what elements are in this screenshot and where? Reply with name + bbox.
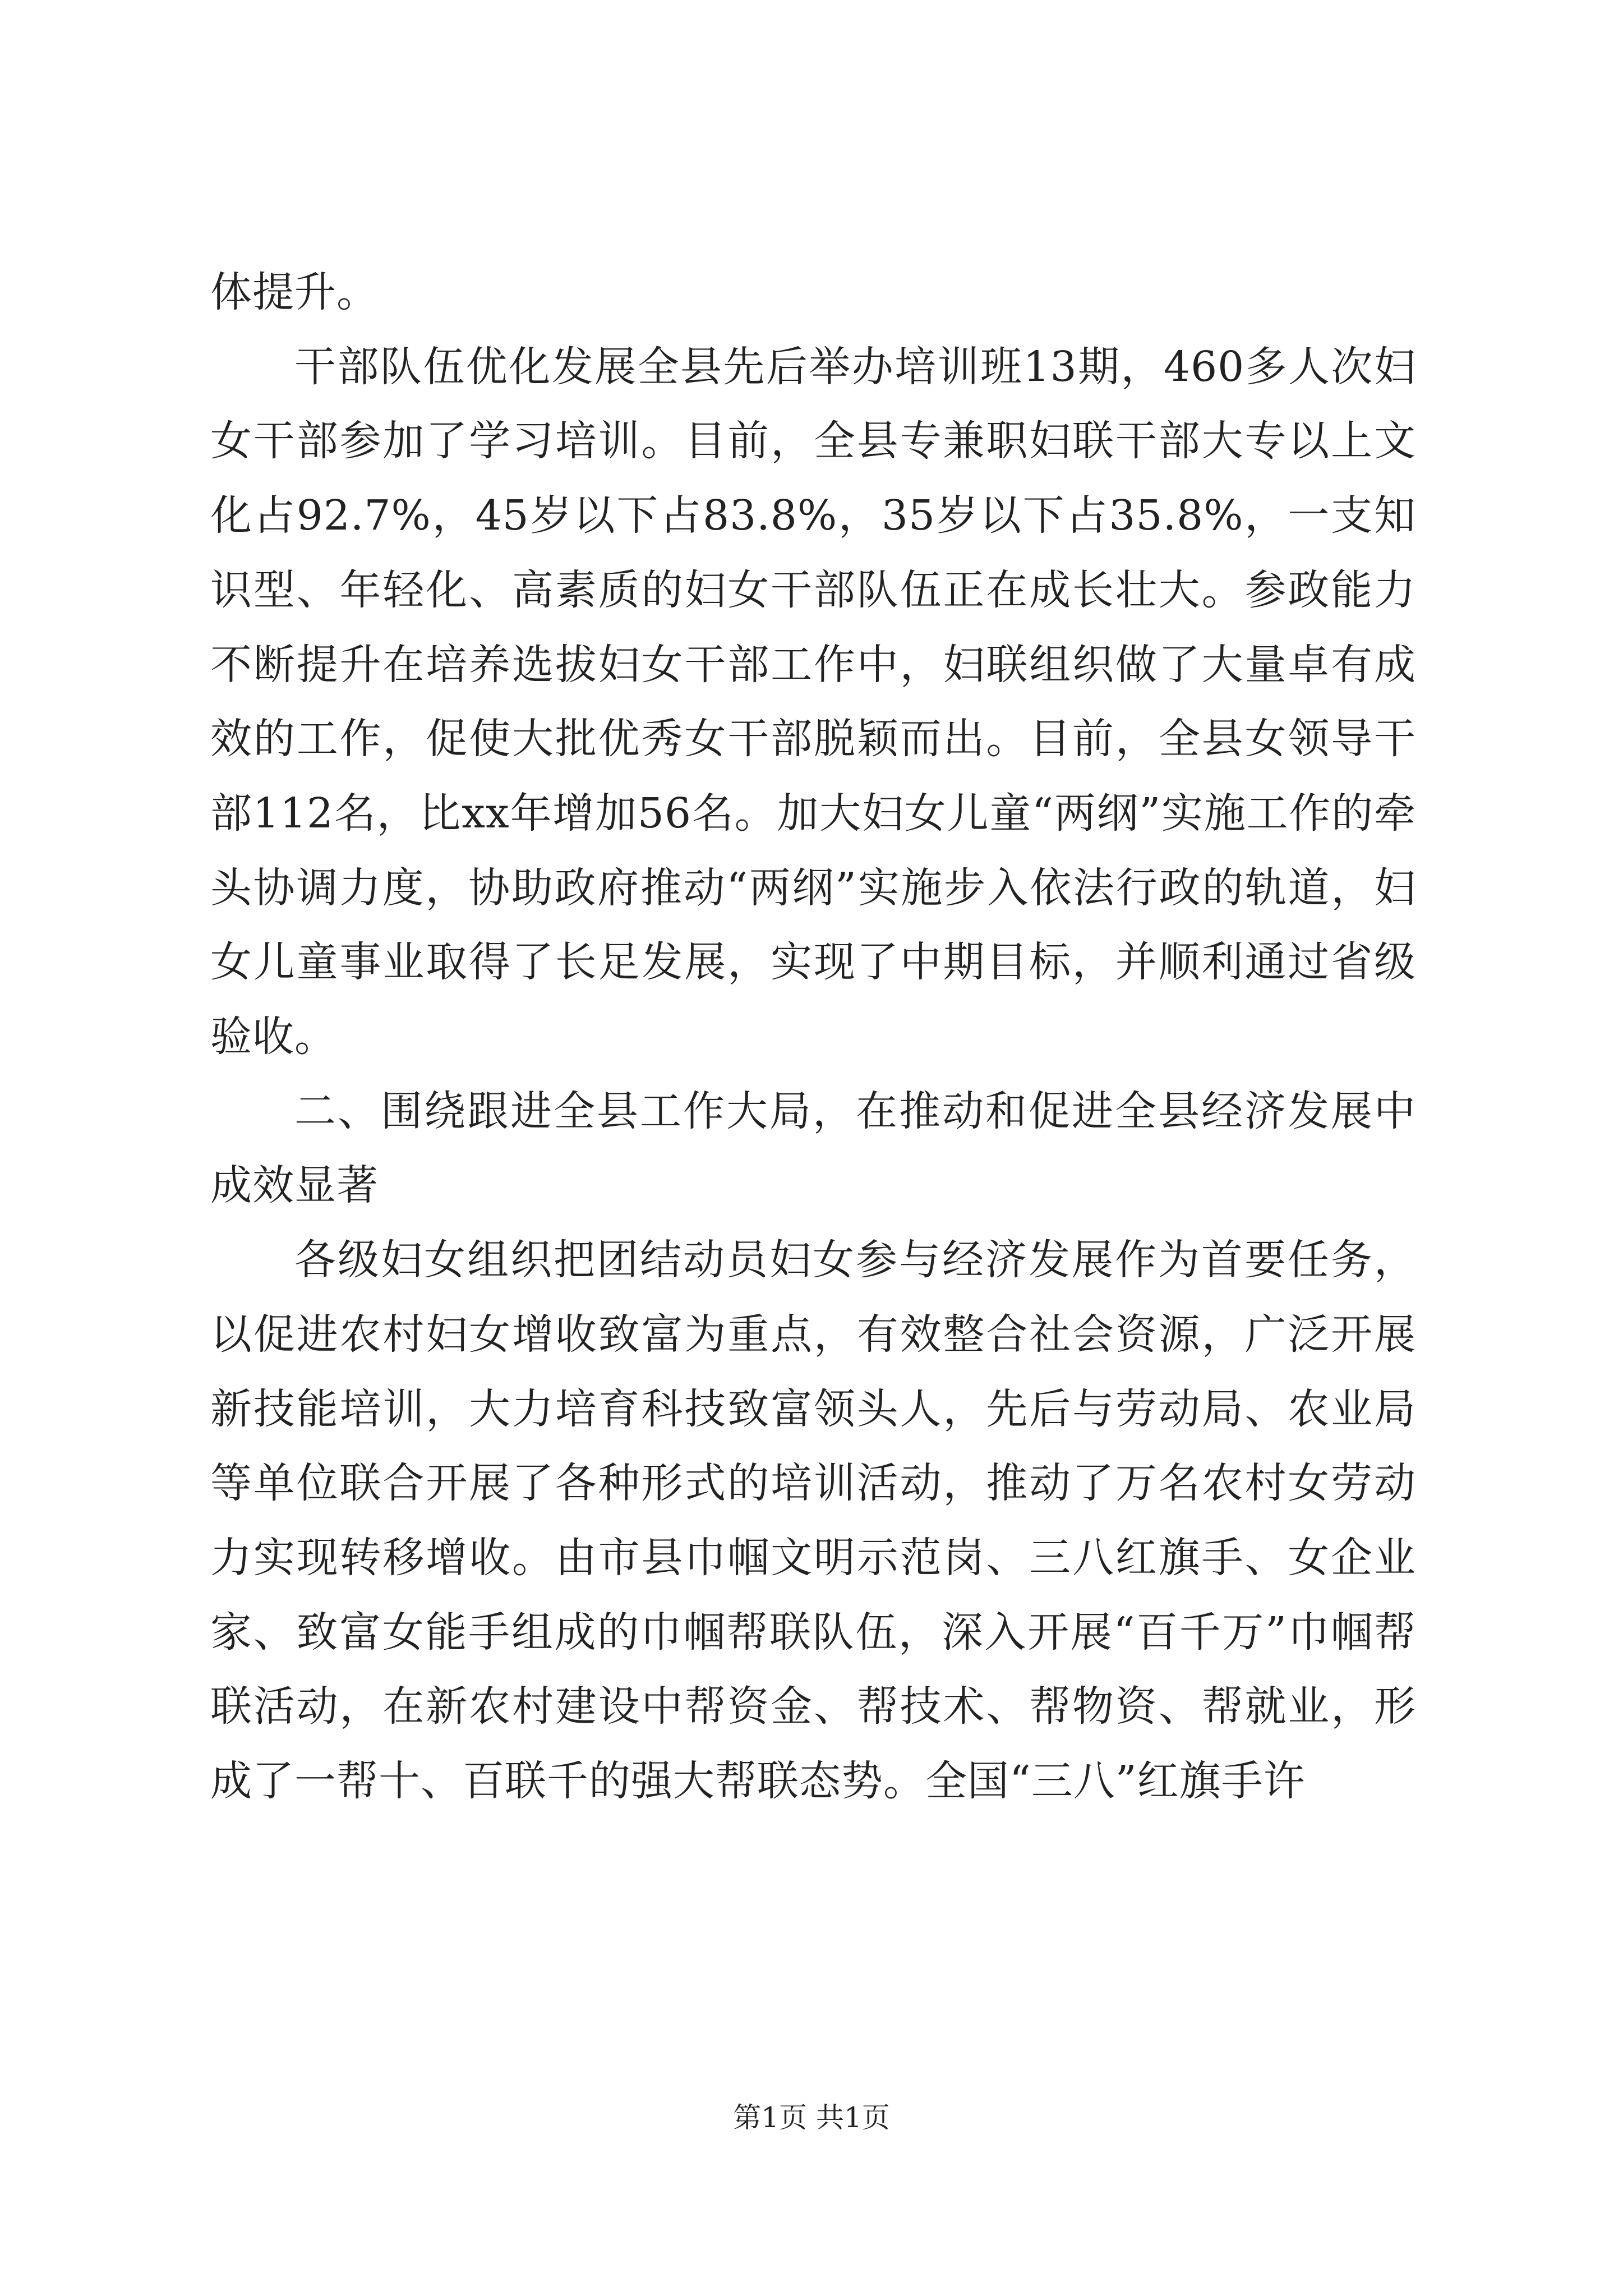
section-heading-two: 二、围绕跟进全县工作大局，在推动和促进全县经济发展中成效显著 bbox=[210, 1087, 1416, 1210]
paragraph-continuation: 体提升。 bbox=[210, 268, 379, 316]
document-body bbox=[210, 255, 1416, 1819]
paragraph-cadre-team: 干部队伍优化发展全县先后举办培训班13期，460多人次妇女干部参加了学习培训。目前，全县专兼职妇联干部大专以上文化占92.7%，45岁以下占83.8%，35岁以下占35.8%，一支知识型、年轻化、高素质的妇女干部队伍正在成长壮大。参政能力不断提升在培养选拔妇女干部工作中，妇联组织做了大量卓有成效的工作，促使大批优秀女干部脱颖而出。目前，全县女领导干部112名，比xx年增加56名。加大妇女儿童“两纲”实施工作的牵头协调力度，协助政府推动“两纲”实施步入依法行政的轨道，妇女儿童事业取得了长足发展，实现了中期目标，并顺利通过省级验收。 bbox=[210, 342, 1417, 1061]
paragraph-economic-development: 各级妇女组织把团结动员妇女参与经济发展作为首要任务，以促进农村妇女增收致富为重点，有效整合社会资源，广泛开展新技能培训，大力培育科技致富领头人，先后与劳动局、农业局等单位联合开展了各种形式的培训活动，推动了万名农村女劳动力实现转移增收。由市县巾帼文明示范岗、三八红旗手、女企业家、致富女能手组成的巾帼帮联队伍，深入开展“百千万”巾帼帮联活动，在新农村建设中帮资金、帮技术、帮物资、帮就业，形成了一帮十、百联千的强大帮联态势。全国“三八”红旗手许 bbox=[210, 1236, 1416, 1806]
page-footer: 第1页 共1页 bbox=[733, 2101, 890, 2134]
